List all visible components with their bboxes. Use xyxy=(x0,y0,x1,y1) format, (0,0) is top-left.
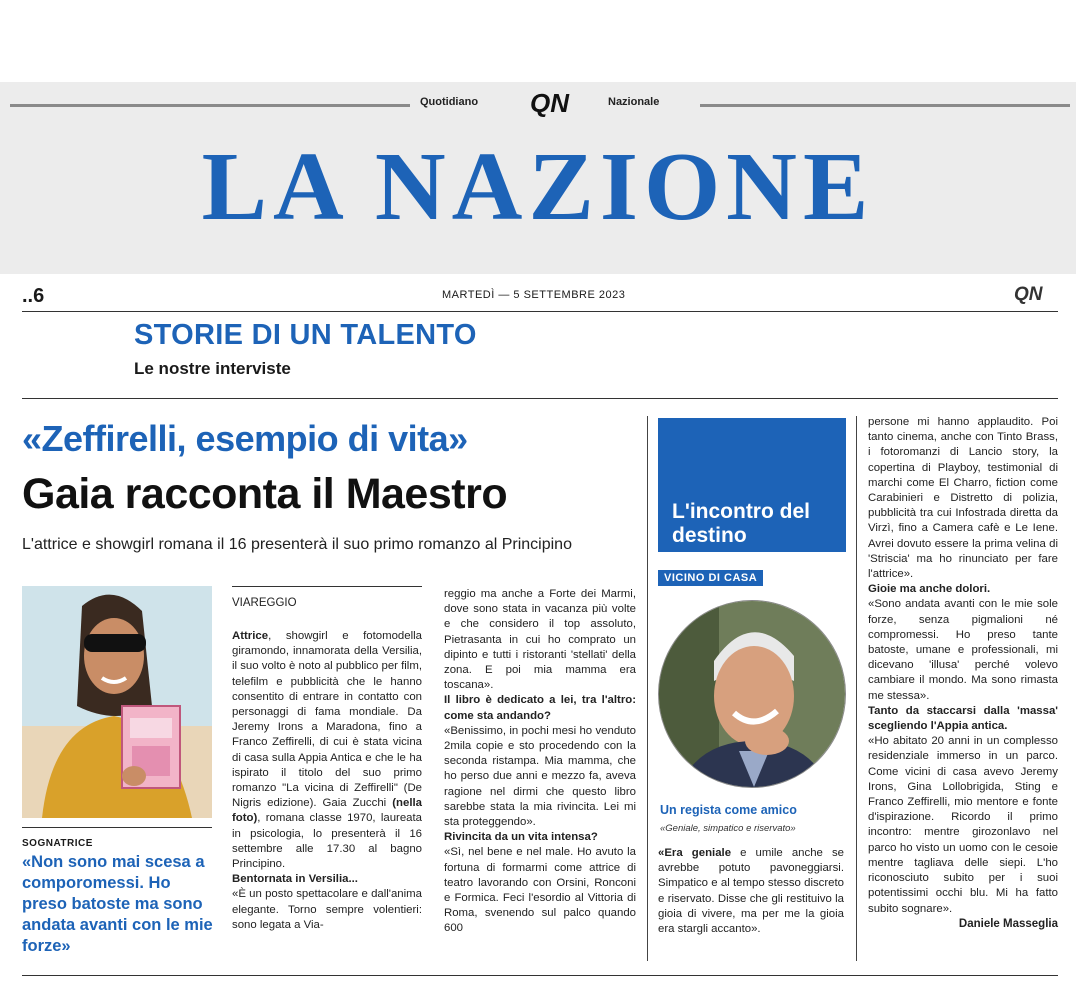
col2-para2: «Benissimo, in pochi mesi ho venduto 2mila copie e sto procedendo con la seconda ristampa. Mia mamma, che ho perso due anni e mezzo fa, aveva ragione nel dirmi che questo libro sarebbe stata la mia rivincita. Lei mi sta proteggendo». xyxy=(444,724,636,829)
main-headline: Gaia racconta il Maestro xyxy=(22,470,508,518)
bottom-rule xyxy=(22,975,1058,976)
page-number: ..6 xyxy=(22,285,45,307)
author-photo xyxy=(22,586,212,818)
photo-caption-quote: «Non sono mai scesa a comporomessi. Ho preso batoste ma sono andata avanti con le mie forze» xyxy=(22,853,213,955)
photo-caption-label: SOGNATRICE xyxy=(22,838,93,849)
col2-question2: Rivincita da un vita intensa? xyxy=(444,831,598,844)
sidebar-text xyxy=(658,846,844,937)
lead-word: Attrice xyxy=(232,630,269,642)
masthead-title: LA NAZIONE xyxy=(201,133,875,241)
director-photo xyxy=(658,600,846,788)
sidebar-photo-subcaption: «Geniale, simpatico e riservato» xyxy=(660,823,796,834)
sidebar-box xyxy=(658,418,846,552)
col2-question1: Il libro è dedicato a lei, tra l'altro: come sta andando? xyxy=(444,694,636,722)
dateline-rule xyxy=(232,586,422,587)
section-subtitle: Le nostre interviste xyxy=(134,359,291,378)
quote-headline: «Zeffirelli, esempio di vita» xyxy=(22,418,468,459)
section-rule xyxy=(22,398,1058,399)
col4-question1: Gioie ma anche dolori. xyxy=(868,583,991,596)
sidebar-tag: VICINO DI CASA xyxy=(658,570,763,586)
sidebar-photo-caption: Un regista come amico xyxy=(660,803,797,817)
sidebar-text-body: e umile anche se avrebbe potuto pavoneggiarsi. Simpatico e al tempo stesso discreto e riservato. Disse che gli restituivo la gioia di vivere, ma per me la gioia era stargli accanto». xyxy=(658,847,845,936)
standfirst: L'attrice e showgirl romana il 16 presenterà il suo primo romanzo al Principino xyxy=(22,536,572,553)
col4-para1: persone mi hanno applaudito. Poi tanto cinema, anche con Tinto Brass, i fotoromanzi di Lancio story, la copertina di Playboy, testimonial di marchi come El Charro, fiction come Carabinieri e Distretto di polizia, pubblicità tra cui Infostrada diretta da Virzì, fino a Camera cafè e Le Iene. Avrei dovuto essere la prima velina di 'Striscia' ma ho rinunciato per fare l'attrice». xyxy=(868,416,1058,581)
col1-para1: , showgirl e fotomodella giramondo, innamorata della Versilia, il suo volto è noto al pubblico per film, telefilm e pubblicità che le hanno consentito di entrare in contatto con personaggi di fama mondiale. Da Jeremy Irons a Maradona, fino a Franco Zeffirelli, di cui è stata vicina di casa sulla Appia Antica e che le ha ispirato il titolo del suo primo romanzo "La vicina di Zeffirelli" (De Nigris edizione). Gaia Zucchi xyxy=(232,630,422,810)
col4-question2: Tanto da staccarsi dalla 'massa' scegliendo l'Appia antica. xyxy=(868,704,1058,733)
col2-para1: reggio ma anche a Forte dei Marmi, dove sono stata in vacanza più volte e che considero il top assoluto, Pietrasanta in cui ho comprato un dipinto e tutti i ristoranti 'stellati' della zona. E poi mia mamma era toscana». xyxy=(444,588,636,692)
masthead-rule-left xyxy=(10,104,410,107)
col1-para2: «È un posto spettacolare e dall'anima elegante. Torno sempre volentieri: sono legata a Via- xyxy=(232,888,422,931)
caption-rule xyxy=(22,827,212,828)
col4-para2: «Sono andata avanti con le mie sole forze, senza pigmalioni né compromessi. Ho preso tante batoste, umane e professionali, mi dicevano 'illusa' perché volevo cambiare il mondo. Ma sono rimasta me stessa». xyxy=(868,598,1058,702)
sidebar-text-lead: «Era geniale xyxy=(658,847,732,859)
sidebar-rule-right xyxy=(856,416,857,961)
masthead-kicker-right: Nazionale xyxy=(608,96,660,108)
sidebar-box-title: L'incontro del destino xyxy=(672,500,810,547)
issue-date: MARTEDÌ — 5 SETTEMBRE 2023 xyxy=(442,289,626,301)
col1-para1-end: , romana classe 1970, laureata in psicologia, lo presenterà il 16 settembre alle 17.30 al bagno Principino. xyxy=(232,812,422,871)
masthead-kicker-left: Quotidiano xyxy=(420,96,479,108)
col2-para3: «Sì, nel bene e nel male. Ho avuto la fortuna di formarmi come attrice di teatro lavorando con Orsini, Ronconi e Formica. Feci l'esordio al Vittoria di Roma, svenendo sul palco quando 600 xyxy=(444,846,636,935)
article-column-1 xyxy=(232,629,422,933)
qn-folio-logo: QN xyxy=(1014,284,1043,305)
col1-question: Bentornata in Versilia... xyxy=(232,873,358,886)
col4-para3: «Ho abitato 20 anni in un complesso residenziale immerso in un parco. Come vicini di casa avevo Jeremy Irons, Gina Lollobrigida, Sting e Franco Zeffirelli, mio mentore e fonte d'ispirazione. Ricordo il primo incontro: mentre girozonlavo nel parco ho visto un uomo con le cesoie mentre tagliava delle siepi. L'ho riconosciuto subito per i suoi potentissimi occhi blu. Mi ha fatto subito sognare». xyxy=(868,735,1058,915)
col1-photo-ref: (nella foto) xyxy=(232,797,422,825)
dateline: VIAREGGIO xyxy=(232,597,297,609)
section-title: STORIE DI UN TALENTO xyxy=(134,319,477,351)
sidebar-rule-left xyxy=(647,416,648,961)
author-signature: Daniele Masseglia xyxy=(958,917,1058,930)
folio-rule xyxy=(22,311,1058,312)
masthead-rule-right xyxy=(700,104,1070,107)
article-column-2 xyxy=(444,587,636,937)
article-column-4 xyxy=(868,415,1058,932)
qn-logo: QN xyxy=(530,88,569,118)
